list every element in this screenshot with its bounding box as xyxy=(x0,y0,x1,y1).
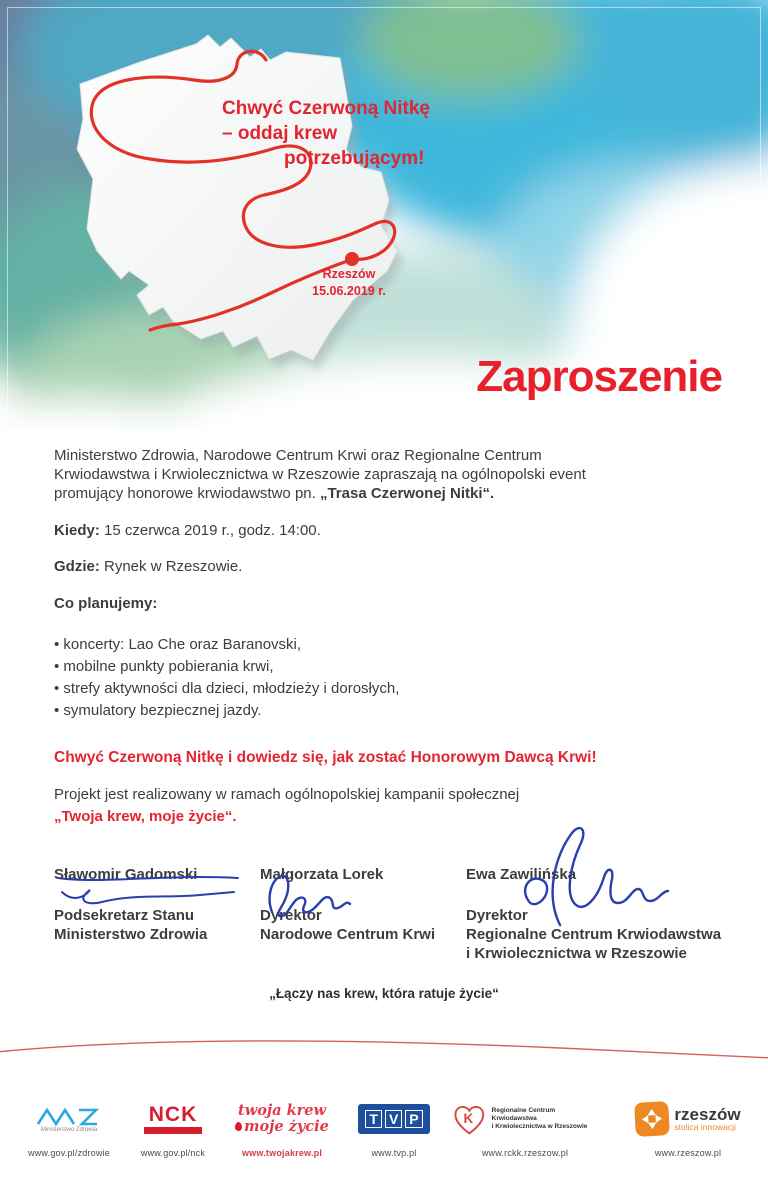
rzeszow-logo-icon xyxy=(635,1101,671,1137)
signatory-name: Małgorzata Lorek xyxy=(260,866,384,883)
signatory-role: Regionalne Centrum Krwiodawstwa xyxy=(466,926,722,943)
rzeszow-logo-text: rzeszów xyxy=(674,1104,741,1124)
signatory-role: Dyrektor xyxy=(260,907,322,924)
tagline-line: potrzebującym! xyxy=(284,148,425,169)
where-value: Rynek w Rzeszowie. xyxy=(99,558,243,575)
rzeszow-logo-subtitle: stolica innowacji xyxy=(674,1121,736,1132)
signatory-role: Ministerstwo Zdrowia xyxy=(54,926,208,943)
tkmz-line2: moje życie xyxy=(235,1119,329,1135)
plan-item: • symulatory bezpiecznej jazdy. xyxy=(54,702,262,719)
location-date: 15.06.2019 r. xyxy=(312,284,386,298)
event-where xyxy=(54,557,242,576)
logo-rzeszow xyxy=(614,1096,762,1158)
campaign-block xyxy=(54,784,519,828)
tagline-line: Chwyć Czerwoną Nitkę xyxy=(222,98,430,119)
rckik-line1: Regionalne Centrum Krwiodawstwa xyxy=(491,1107,556,1122)
mz-url[interactable]: www.gov.pl/zdrowie xyxy=(28,1148,110,1158)
signatory-role: Podsekretarz Stanu xyxy=(54,907,195,924)
rckik-line2: i Krwiolecznictwa w Rzeszowie xyxy=(491,1123,588,1130)
location-label xyxy=(297,266,401,300)
tvp-letter: P xyxy=(405,1110,422,1128)
tkmz-line1: twoja krew xyxy=(238,1102,326,1119)
signatory-name: Ewa Zawilińska xyxy=(466,866,577,883)
tagline-line: – oddaj krew xyxy=(222,123,338,144)
intro-line xyxy=(54,484,714,503)
plan-heading: Co planujemy: xyxy=(54,595,158,612)
signatory-role: Dyrektor xyxy=(466,907,528,924)
logo-nck xyxy=(131,1096,215,1158)
mz-caption: Ministerstwo Zdrowia xyxy=(40,1126,98,1133)
when-label: Kiedy: xyxy=(54,522,100,539)
logo-ministerstwo-zdrowia xyxy=(24,1096,114,1158)
cta-text: Chwyć Czerwoną Nitkę i dowiedz się, jak zostać Honorowym Dawcą Krwi! xyxy=(54,749,597,766)
logo-twoja-krew-moje-zycie xyxy=(234,1096,330,1158)
tvp-url[interactable]: www.tvp.pl xyxy=(371,1148,417,1158)
nck-logo-bar xyxy=(144,1127,202,1134)
where-label: Gdzie: xyxy=(54,558,100,575)
tvp-letter: V xyxy=(385,1110,402,1128)
campaign-text: Projekt jest realizowany w ramach ogólnopolskiej kampanii społecznej xyxy=(54,786,520,803)
signature-block-lorek xyxy=(260,865,435,944)
plan-item: • mobilne punkty pobierania krwi, xyxy=(54,658,274,675)
heart-k-icon xyxy=(452,1101,487,1137)
intro-line: Ministerstwo Zdrowia, Narodowe Centrum Krwi oraz Regionalne Centrum xyxy=(54,447,542,464)
nck-logo-text: NCK xyxy=(148,1102,198,1126)
signature-block-zawilinska xyxy=(466,865,721,963)
logo-rckik xyxy=(452,1096,598,1158)
plan-list xyxy=(54,634,399,722)
closing-quote: „Łączy nas krew, która ratuje życie“ xyxy=(269,986,499,1001)
rzeszow-url[interactable]: www.rzeszow.pl xyxy=(654,1148,722,1158)
tkmz-url[interactable]: www.twojakrew.pl xyxy=(241,1148,323,1158)
intro-paragraph xyxy=(54,446,714,503)
location-city: Rzeszów xyxy=(322,267,376,281)
thread-dot-rzeszow xyxy=(345,252,359,266)
when-value: 15 czerwca 2019 r., godz. 14:00. xyxy=(99,522,321,539)
nck-url[interactable]: www.gov.pl/nck xyxy=(140,1148,206,1158)
intro-line: Krwiodawstwa i Krwiolecznictwa w Rzeszowie zapraszają na ogólnopolski event xyxy=(54,466,586,483)
logo-tvp xyxy=(352,1096,436,1158)
campaign-name: „Twoja krew, moje życie“. xyxy=(54,808,237,825)
red-thread-divider xyxy=(0,1028,768,1068)
signatory-role: i Krwiolecznictwa w Rzeszowie xyxy=(466,945,687,962)
intro-line3-prefix: promujący honorowe krwiodawstwo pn. xyxy=(54,485,320,502)
plan-item: • strefy aktywności dla dzieci, młodzieży i dorosłych, xyxy=(54,680,400,697)
hero-tagline xyxy=(222,96,430,171)
tvp-letter: T xyxy=(365,1110,382,1128)
signature-block-gadomski xyxy=(54,865,207,944)
plan-item: • koncerty: Lao Che oraz Baranovski, xyxy=(54,636,302,653)
tvp-logo-icon xyxy=(358,1104,429,1134)
signatory-role: Narodowe Centrum Krwi xyxy=(260,926,436,943)
event-when xyxy=(54,521,321,540)
event-name: „Trasa Czerwonej Nitki“. xyxy=(319,485,495,502)
page-title: Zaproszenie xyxy=(476,352,722,401)
svg-text:K: K xyxy=(463,1110,474,1126)
signatory-name: Sławomir Gadomski xyxy=(54,866,198,883)
mz-logo-icon xyxy=(36,1106,102,1126)
rckik-url[interactable]: www.rckk.rzeszow.pl xyxy=(481,1148,569,1158)
blood-drop-icon xyxy=(235,1122,242,1131)
